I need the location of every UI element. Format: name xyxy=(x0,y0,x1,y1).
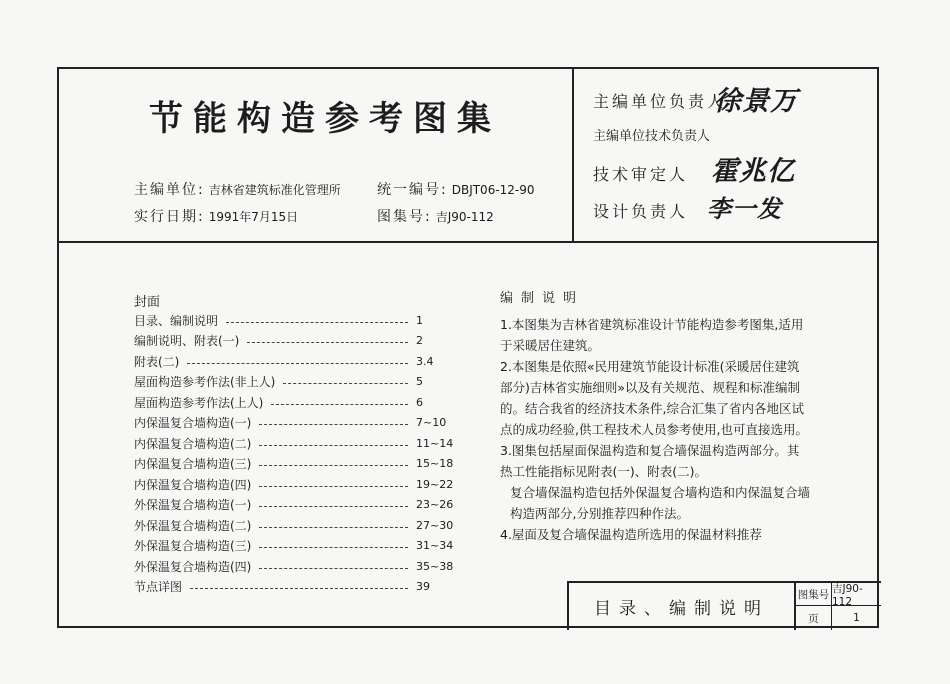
toc-item: 外保温复合墙构造(三) 31~34 xyxy=(134,539,454,554)
title-block-page-value: 1 xyxy=(853,612,860,624)
editor-unit xyxy=(134,179,341,199)
responsible-signature-2: 霍兆亿 xyxy=(711,156,795,187)
toc-item: 内保温复合墙构造(四) 19~22 xyxy=(134,477,454,492)
toc-item: 编制说明、附表(一) 2 xyxy=(134,334,423,349)
editor-unit-label: 主编单位: xyxy=(134,182,205,198)
title-block-page-label: 页 xyxy=(796,606,832,630)
responsible-signature-0: 徐景万 xyxy=(714,86,798,117)
header-column-divider xyxy=(572,69,574,241)
responsible-label-2: 技术审定人 xyxy=(593,165,689,184)
notes-title: 编制说明 xyxy=(500,291,585,306)
notes-paragraph-3: 3.图集包括屋面保温构造和复合墙保温构造两部分。其热工性能指标见附表(一)、附表(二)。 xyxy=(500,443,800,479)
effective-date xyxy=(134,206,298,226)
toc-list xyxy=(134,310,454,597)
title-block-atlas-value: 吉J90-112 xyxy=(832,583,881,606)
header-divider xyxy=(59,241,877,243)
responsible-signature-3: 李一发 xyxy=(707,194,782,223)
drawing-frame xyxy=(57,67,879,628)
toc-item: 外保温复合墙构造(一) 23~26 xyxy=(134,498,454,513)
notes-section xyxy=(500,287,810,545)
toc-item: 屋面构造参考作法(上人) 6 xyxy=(134,395,423,410)
notes-paragraph-1: 1.本图集为吉林省建筑标准设计节能构造参考图集,适用于采暖居住建筑。 xyxy=(500,317,804,353)
title-block-name: 目录、编制说明 xyxy=(569,583,796,630)
toc-item: 附表(二) 3.4 xyxy=(134,354,434,369)
toc-item: 内保温复合墙构造(一) 7~10 xyxy=(134,416,447,431)
responsible-label-3: 设计负责人 xyxy=(593,202,689,221)
toc-item: 外保温复合墙构造(四) 35~38 xyxy=(134,559,454,574)
effective-date-value: 1991年7月15日 xyxy=(208,210,299,224)
title-block xyxy=(567,581,881,630)
unified-number xyxy=(377,179,535,199)
toc-item: 内保温复合墙构造(二) 11~14 xyxy=(134,436,454,451)
toc-item: 节点详图 39 xyxy=(134,580,430,595)
effective-date-label: 实行日期: xyxy=(134,209,205,225)
unified-number-label: 统一编号: xyxy=(377,182,448,198)
notes-paragraph-4: 复合墙保温构造包括外保温复合墙构造和内保温复合墙构造两部分,分别推荐四种作法。 xyxy=(510,485,811,521)
notes-paragraph-2: 2.本图集是依照«民用建筑节能设计标准(采暖居住建筑部分)吉林省实施细则»以及有关规范、规程和标准编制的。结合我省的经济技术条件,综合汇集了省内各地区试点的成功经验,供工程技术人员参考使用,也可直接选用。 xyxy=(500,359,808,437)
toc-item: 内保温复合墙构造(三) 15~18 xyxy=(134,457,454,472)
notes-paragraph-5: 4.屋面及复合墙保温构造所选用的保温材料推荐 xyxy=(500,527,762,542)
atlas-number-label: 图集号: xyxy=(377,209,432,225)
page-title: 节能构造参考图集 xyxy=(149,99,501,139)
title-block-atlas-label: 图集号 xyxy=(796,583,832,606)
toc-item: 外保温复合墙构造(二) 27~30 xyxy=(134,518,454,533)
atlas-number xyxy=(377,206,494,226)
editor-unit-value: 吉林省建筑标准化管理所 xyxy=(208,183,341,197)
toc-item: 目录、编制说明 1 xyxy=(134,313,423,328)
responsible-label-1: 主编单位技术负责人 xyxy=(593,129,711,144)
atlas-number-value: 吉J90-112 xyxy=(435,210,494,224)
responsible-label-0: 主编单位负责人 xyxy=(593,92,727,111)
unified-number-value: DBJT06-12-90 xyxy=(451,183,535,197)
toc-heading: 封面 xyxy=(134,295,161,310)
toc-item: 屋面构造参考作法(非上人) 5 xyxy=(134,375,423,390)
